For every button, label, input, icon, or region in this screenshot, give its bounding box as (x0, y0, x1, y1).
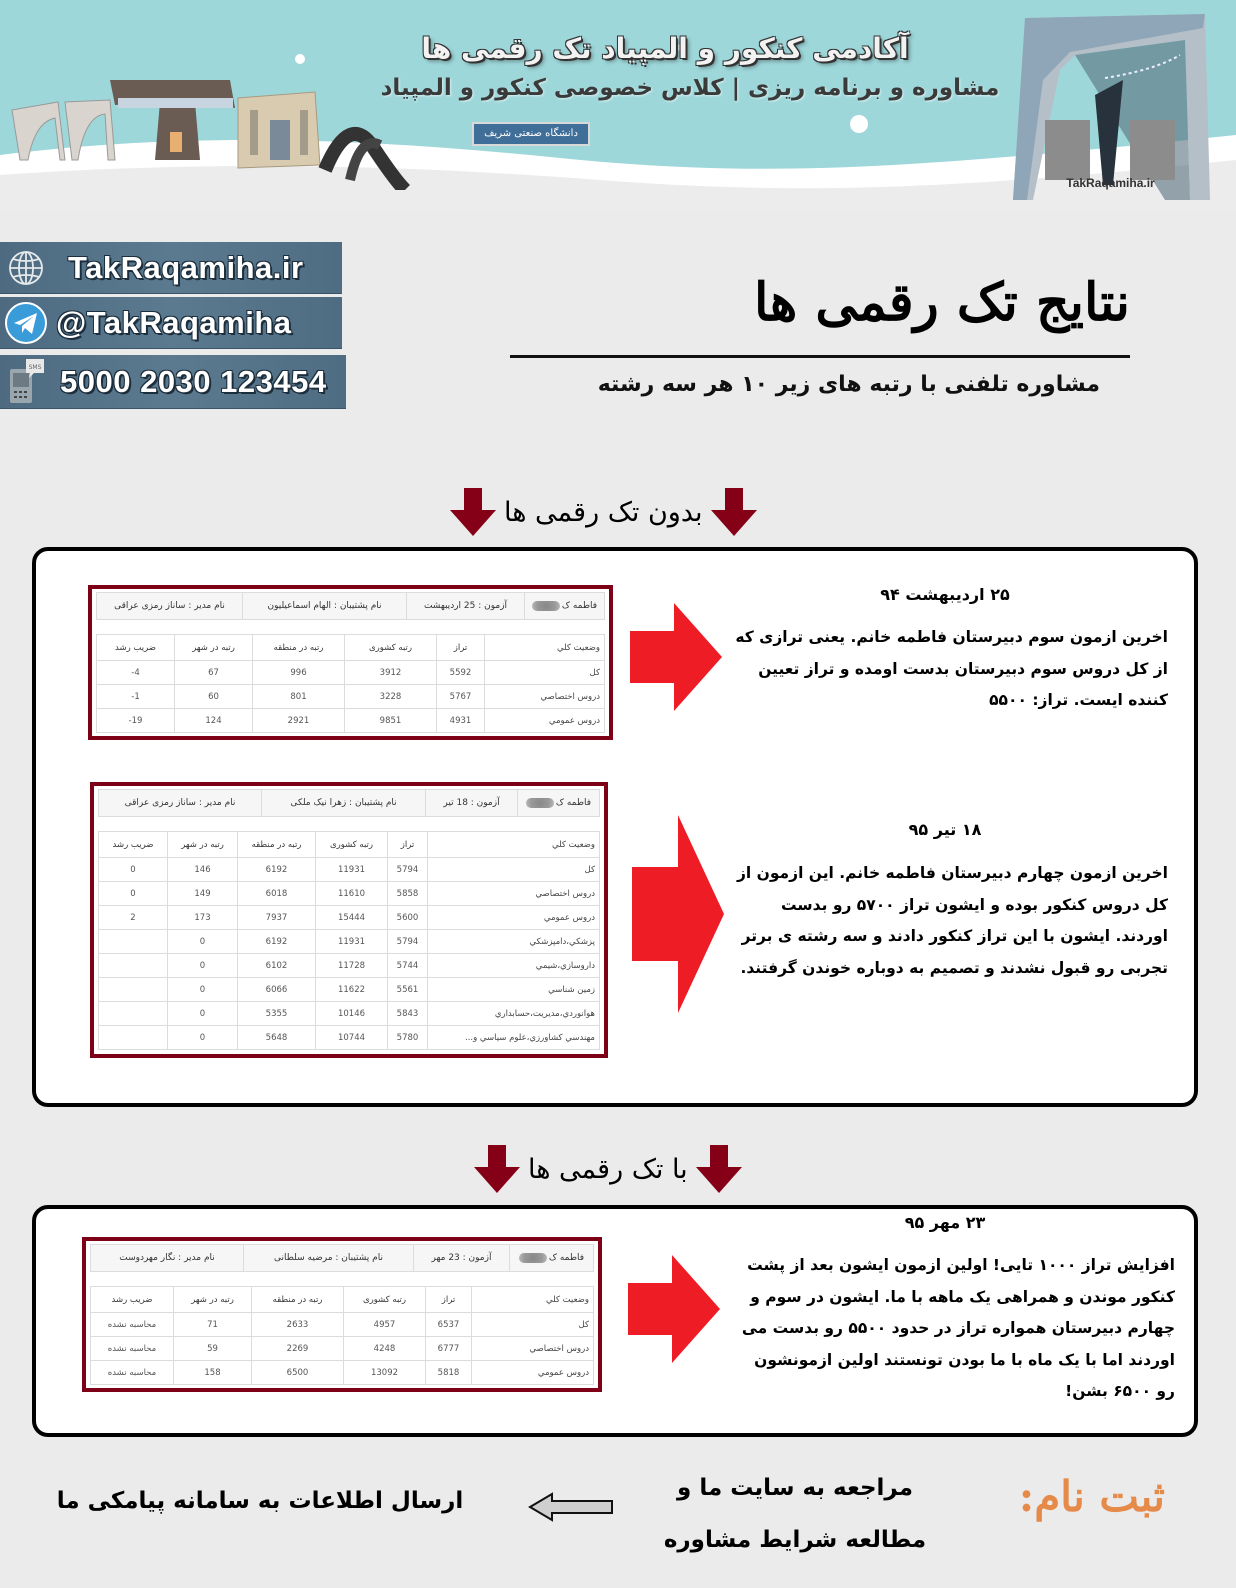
decorative-bubble (850, 115, 868, 133)
table-cell (99, 930, 168, 954)
table-row (99, 954, 600, 978)
table-cell: 19- (97, 709, 175, 733)
table-cell: 146 (168, 858, 238, 882)
table-cell: 3912 (345, 661, 437, 685)
table-cell: دروس اختصاصي (485, 685, 605, 709)
table-cell: دروس اختصاصي (428, 882, 600, 906)
table-row (99, 978, 600, 1002)
header-banner (0, 0, 1236, 210)
academy-subtitle: مشاوره و برنامه ریزی | کلاس خصوصی کنکور و المپیاد (380, 75, 1000, 101)
table-cell: 4931 (437, 709, 485, 733)
student-name: فاطمه ک (509, 1245, 593, 1271)
table-cell: دروس اختصاصي (472, 1337, 594, 1361)
table-cell: کل (485, 661, 605, 685)
table-cell: 158 (174, 1361, 252, 1385)
section-heading-text: بدون تک رقمی ها (504, 496, 703, 528)
manager-name: نام مدیر : ساناز رمزی عراقی (114, 601, 225, 611)
col-region-rank: رتبه در منطقه (253, 635, 345, 661)
table-cell: 15444 (316, 906, 388, 930)
table-cell: 5767 (437, 685, 485, 709)
table-row (97, 661, 605, 685)
down-arrow-icon (450, 488, 496, 536)
col-growth: ضریب رشد (91, 1287, 174, 1313)
red-right-arrow-icon (630, 603, 722, 711)
table-cell: 5600 (388, 906, 428, 930)
result-description: افزایش تراز ۱۰۰۰ تایی! اولین ازمون ایشون بعد از پشت کنکور موندن و همراهی یک ماهه با ما. ایشون در سوم و چهارم دبیرستان همواره تراز در حدود ۵۵۰۰ رو بدست می اوردند اما با یک ماه با ما بودن تونستند اولین ازمونشون رو ۶۵۰۰ بشن! (741, 1256, 1175, 1400)
table-cell: 5355 (238, 1002, 316, 1026)
col-city-rank: رتبه در شهر (175, 635, 253, 661)
table-cell: دروس عمومي (485, 709, 605, 733)
table-row (97, 709, 605, 733)
col-national-rank: رتبه کشوری (316, 832, 388, 858)
table-cell: 4957 (344, 1313, 426, 1337)
col-status: وضعیت کلي (485, 635, 605, 661)
table-cell: محاسبه نشده (91, 1337, 174, 1361)
table-cell: 0 (168, 930, 238, 954)
table-cell: 11610 (316, 882, 388, 906)
table-cell: 3228 (345, 685, 437, 709)
result-date: ۱۸ تیر ۹۵ (908, 820, 982, 839)
results-table (90, 1286, 594, 1385)
table-cell: 2269 (252, 1337, 344, 1361)
table-cell: 0 (168, 954, 238, 978)
table-cell: 173 (168, 906, 238, 930)
table-cell: 5592 (437, 661, 485, 685)
contact-telegram-bar[interactable] (0, 297, 342, 349)
table-cell: 124 (175, 709, 253, 733)
register-option-website-line1: مراجعه به سایت ما و (677, 1475, 913, 1501)
title-divider (510, 355, 1130, 358)
table-cell: 6192 (238, 858, 316, 882)
page-title: نتایج تک رقمی ها (753, 272, 1130, 333)
results-table (98, 831, 600, 1050)
sms-phone-icon (0, 356, 52, 408)
table-cell: 5858 (388, 882, 428, 906)
table-cell: 0 (99, 882, 168, 906)
red-right-arrow-icon (628, 1255, 720, 1363)
table-cell: 5561 (388, 978, 428, 1002)
table-cell: کل (428, 858, 600, 882)
table-row (99, 882, 600, 906)
table-cell: 149 (168, 882, 238, 906)
table-cell: دروس عمومي (472, 1361, 594, 1385)
table-cell: 10744 (316, 1026, 388, 1050)
register-option-sms[interactable]: ارسال اطلاعات به سامانه پیامکی ما (56, 1488, 464, 1514)
sharif-university-sign: دانشگاه صنعتی شریف (472, 122, 590, 146)
result-info-row (96, 592, 605, 620)
table-header-row (91, 1287, 594, 1313)
exam-date: آزمون : 25 اردیبهشت (406, 593, 524, 619)
down-arrow-icon (474, 1145, 520, 1193)
student-name: فاطمه ک (517, 790, 599, 816)
academy-title: آکادمی کنکور و المپیاد تک رقمی ها (421, 32, 909, 65)
col-national-rank: رتبه کشوری (344, 1287, 426, 1313)
table-row (99, 906, 600, 930)
manager-name: نام مدیر : نگار مهردوست (119, 1253, 215, 1263)
table-cell: هوانوردي،مدیریت،حسابداري (428, 1002, 600, 1026)
col-region-rank: رتبه در منطقه (238, 832, 316, 858)
table-cell: کل (472, 1313, 594, 1337)
redacted-surname (519, 1253, 547, 1263)
table-cell: مهندسي کشاورزي،علوم سیاسي و... (428, 1026, 600, 1050)
table-cell: 6018 (238, 882, 316, 906)
redacted-surname (532, 601, 560, 611)
table-row (97, 685, 605, 709)
table-cell: 2921 (253, 709, 345, 733)
table-cell: 6500 (252, 1361, 344, 1385)
result-date: ۲۵ اردیبهشت ۹۴ (880, 585, 1010, 604)
register-option-website-line2: مطالعه شرایط مشاوره (663, 1527, 927, 1553)
col-growth: ضریب رشد (99, 832, 168, 858)
result-description: اخرین ازمون سوم دبیرستان فاطمه خانم. یعنی ترازی که از کل دروس سوم دبیرستان بدست اومده و تراز تعیین کننده ایست. تراز: ۵۵۰۰ (735, 628, 1168, 709)
register-option-website[interactable] (640, 1462, 950, 1566)
table-row (99, 1002, 600, 1026)
section-heading-with (474, 1145, 742, 1193)
table-cell: 67 (175, 661, 253, 685)
table-cell: 4- (97, 661, 175, 685)
page-subtitle: مشاوره تلفنی با رتبه های زیر ۱۰ هر سه رشته (597, 372, 1100, 397)
table-cell: 7937 (238, 906, 316, 930)
table-cell: 5843 (388, 1002, 428, 1026)
table-cell: 6066 (238, 978, 316, 1002)
table-row (99, 1026, 600, 1050)
supporter-name: نام پشتیبان : مرضیه سلطانی (243, 1245, 413, 1271)
table-cell: 9851 (345, 709, 437, 733)
col-status: وضعیت کلي (428, 832, 600, 858)
redacted-surname (526, 798, 554, 808)
table-cell: 5744 (388, 954, 428, 978)
table-cell: 5648 (238, 1026, 316, 1050)
table-cell: پزشکي،دامپزشکي (428, 930, 600, 954)
table-cell: 11728 (316, 954, 388, 978)
table-cell: 5780 (388, 1026, 428, 1050)
table-row (91, 1337, 594, 1361)
website-text[interactable]: TakRaqamiha.ir (68, 249, 304, 285)
manager-name: نام مدیر : ساناز رمزی عراقی (124, 798, 236, 808)
col-status: وضعیت کلي (472, 1287, 594, 1313)
table-cell: 0 (168, 1002, 238, 1026)
red-right-arrow-icon (632, 815, 724, 1013)
table-cell: 2 (99, 906, 168, 930)
table-row (91, 1361, 594, 1385)
table-cell: دروس عمومي (428, 906, 600, 930)
table-cell (99, 1002, 168, 1026)
col-region-rank: رتبه در منطقه (252, 1287, 344, 1313)
left-arrow-icon (528, 1492, 614, 1522)
student-name: فاطمه ک (524, 593, 604, 619)
telegram-icon (0, 297, 52, 349)
takraqamiha-logo-icon (1005, 10, 1213, 202)
table-cell (99, 1026, 168, 1050)
register-label: ثبت نام: (1018, 1472, 1165, 1521)
table-cell: 0 (168, 978, 238, 1002)
table-cell: 10146 (316, 1002, 388, 1026)
table-cell: 5794 (388, 858, 428, 882)
table-cell: 5794 (388, 930, 428, 954)
result-date: ۲۳ مهر ۹۵ (904, 1213, 986, 1232)
result-card-exam-2 (90, 782, 608, 1058)
table-cell: 5818 (426, 1361, 472, 1385)
table-cell: 11931 (316, 858, 388, 882)
col-city-rank: رتبه در شهر (168, 832, 238, 858)
result-description: اخرین ازمون چهارم دبیرستان فاطمه خانم. این ازمون از کل دروس کنکور بوده و ایشون تراز ۵۷۰۰ رو بدست اوردند. ایشون با این تراز کنکور دادند و سه رشته ی برتر تجربی رو قبول نشدند و تصمیم به دوباره خوندن گرفتند. (736, 864, 1168, 977)
logo-url-text: TakRaqamiha.ir (1066, 176, 1155, 190)
globe-icon (0, 242, 52, 294)
table-cell: 1- (97, 685, 175, 709)
table-cell: محاسبه نشده (91, 1313, 174, 1337)
svg-text:SMS: SMS (28, 363, 42, 371)
table-header-row (97, 635, 605, 661)
decorative-bubble (295, 54, 305, 64)
table-cell: 6777 (426, 1337, 472, 1361)
exam-date: آزمون : 23 مهر (413, 1245, 509, 1271)
down-arrow-icon (696, 1145, 742, 1193)
col-national-rank: رتبه کشوری (345, 635, 437, 661)
table-row (91, 1313, 594, 1337)
result-card-exam-1 (88, 585, 613, 740)
table-cell: 4248 (344, 1337, 426, 1361)
col-taraz: تراز (437, 635, 485, 661)
col-taraz: تراز (388, 832, 428, 858)
contact-website-bar[interactable] (0, 242, 342, 294)
contact-sms-bar[interactable] (0, 355, 346, 409)
table-cell: 2633 (252, 1313, 344, 1337)
section-heading-without (450, 488, 757, 536)
supporter-name: نام پشتیبان : زهرا نیک ملکی (261, 790, 425, 816)
table-cell: محاسبه نشده (91, 1361, 174, 1385)
table-cell: 6192 (238, 930, 316, 954)
table-cell: 801 (253, 685, 345, 709)
table-cell: داروسازي،شيمي (428, 954, 600, 978)
table-cell: 0 (99, 858, 168, 882)
section-heading-text: با تک رقمی ها (528, 1153, 688, 1185)
table-cell: 13092 (344, 1361, 426, 1385)
table-cell: 6102 (238, 954, 316, 978)
table-header-row (99, 832, 600, 858)
table-row (99, 930, 600, 954)
exam-date: آزمون : 18 تیر (425, 790, 517, 816)
table-cell: 71 (174, 1313, 252, 1337)
down-arrow-icon (711, 488, 757, 536)
table-cell: 0 (168, 1026, 238, 1050)
telegram-handle-text[interactable]: @TakRaqamiha (56, 304, 292, 340)
sms-number-text[interactable]: 5000 2030 123454 (60, 363, 327, 399)
col-taraz: تراز (426, 1287, 472, 1313)
result-card-exam-3 (82, 1237, 602, 1392)
table-cell: 11622 (316, 978, 388, 1002)
result-info-row (90, 1244, 594, 1272)
table-cell: 60 (175, 685, 253, 709)
table-cell: 11931 (316, 930, 388, 954)
result-info-row (98, 789, 600, 817)
supporter-name: نام پشتیبان : الهام اسماعیلیون (242, 593, 406, 619)
col-growth: ضریب رشد (97, 635, 175, 661)
table-cell: زمین شناسي (428, 978, 600, 1002)
table-cell: 6537 (426, 1313, 472, 1337)
col-city-rank: رتبه در شهر (174, 1287, 252, 1313)
table-cell (99, 954, 168, 978)
table-cell: 996 (253, 661, 345, 685)
table-cell (99, 978, 168, 1002)
results-table (96, 634, 605, 733)
table-cell: 59 (174, 1337, 252, 1361)
table-row (99, 858, 600, 882)
